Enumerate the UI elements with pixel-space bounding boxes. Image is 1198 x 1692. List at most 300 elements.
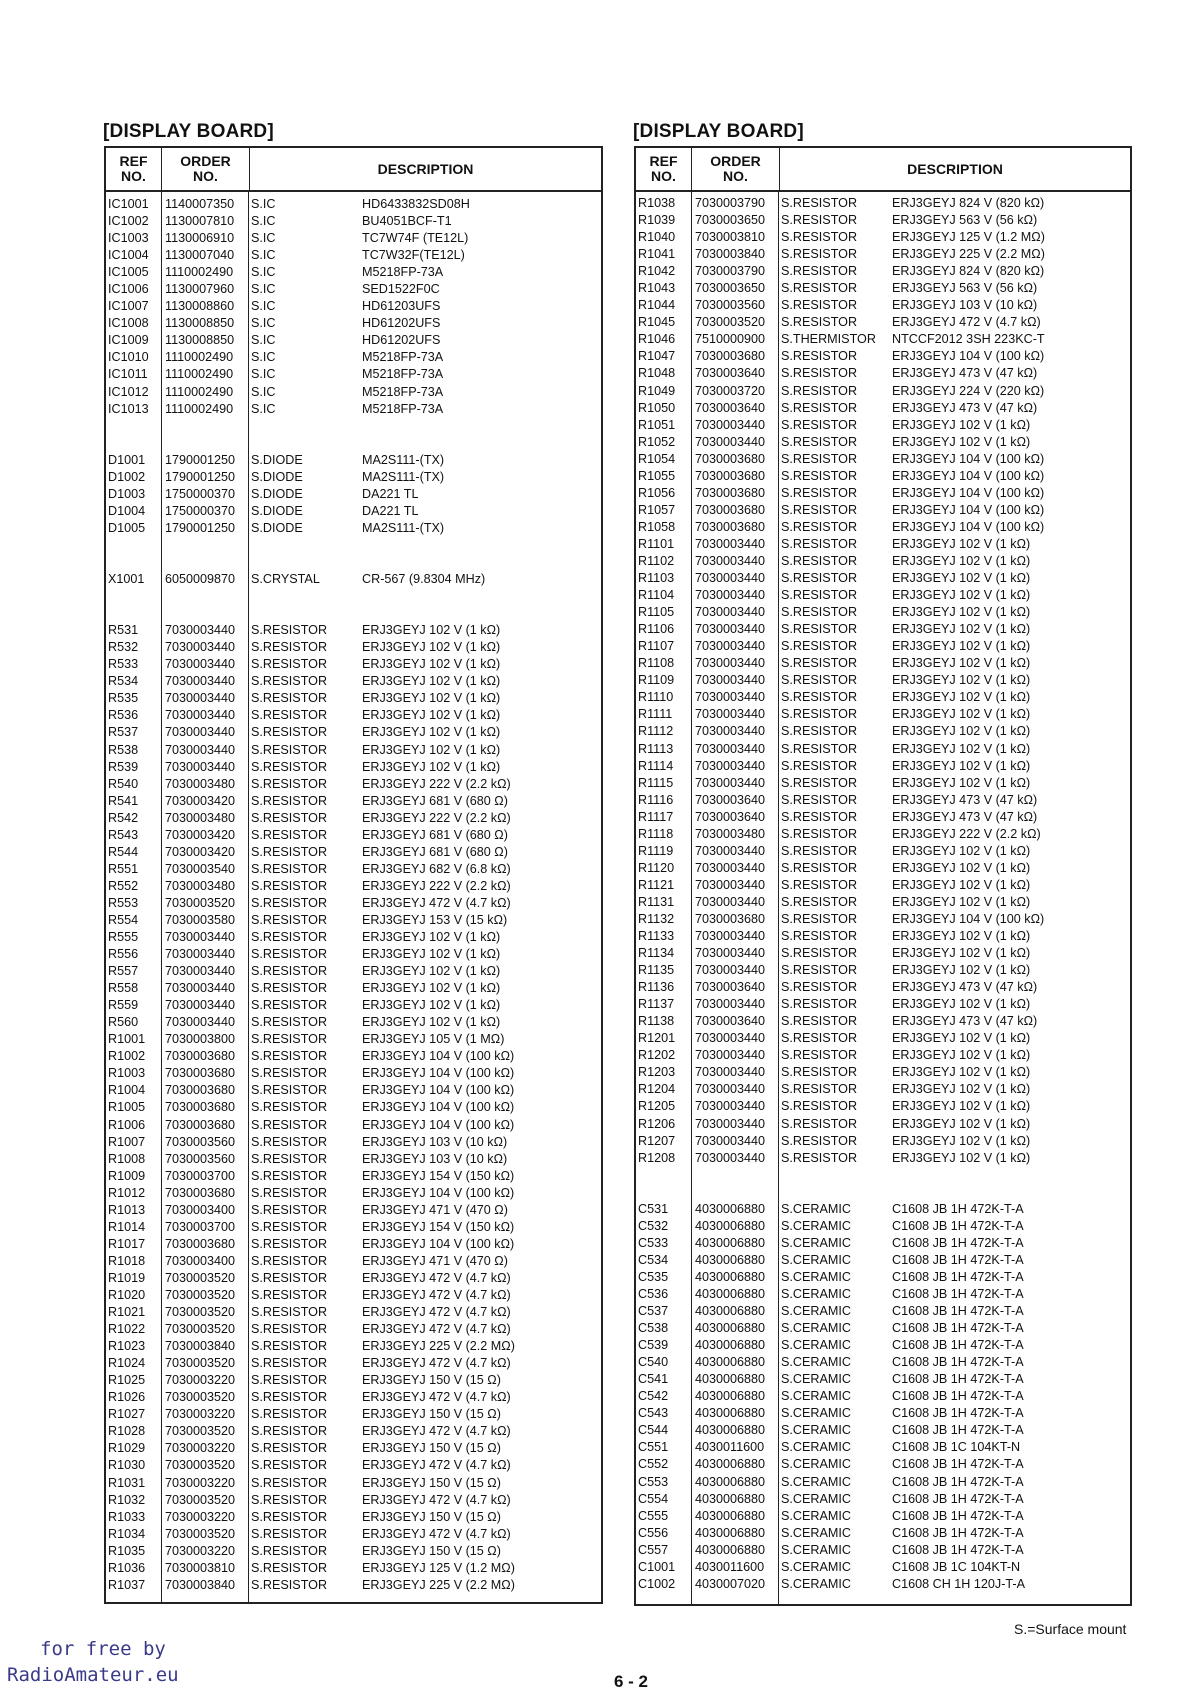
order-no-cell: 4030006880: [695, 1321, 766, 1336]
order-no-cell: 7030003440: [695, 605, 766, 620]
description-cell: ERJ3GEYJ 472 V (4.7 kΩ): [362, 1270, 511, 1285]
order-no-cell: 7030003440: [695, 775, 766, 790]
order-no-cell: 7030003480: [165, 878, 236, 893]
part-type-cell: S.RESISTOR: [251, 1373, 328, 1388]
table-row: [636, 672, 1130, 689]
description-cell: ERJ3GEYJ 102 V (1 kΩ): [892, 946, 1031, 961]
description-cell: MA2S111-(TX): [362, 469, 445, 484]
ref-no-cell: IC1001: [108, 197, 149, 211]
description-cell: M5218FP-73A: [362, 401, 444, 416]
ref-no-cell: R1052: [638, 434, 676, 449]
table-row: [106, 1440, 601, 1457]
ref-no-cell: R1022: [108, 1322, 146, 1337]
order-no-cell: 4030006880: [695, 1338, 766, 1353]
table-row: [636, 1013, 1130, 1030]
ref-no-cell: C1002: [638, 1576, 676, 1591]
description-cell: ERJ3GEYJ 104 V (100 kΩ): [892, 468, 1045, 483]
description-cell: ERJ3GEYJ 102 V (1 kΩ): [892, 1150, 1031, 1165]
ref-no-cell: C552: [638, 1457, 669, 1472]
table-row: [106, 742, 601, 759]
table-row: [106, 844, 601, 861]
order-no-cell: 7030003680: [165, 1100, 236, 1115]
table-row: [636, 212, 1130, 229]
part-type-cell: S.RESISTOR: [251, 912, 328, 927]
ref-no-cell: R1208: [638, 1150, 676, 1165]
order-no-cell: 7030003790: [695, 264, 766, 279]
part-type-cell: S.RESISTOR: [251, 708, 328, 723]
order-no-cell: 7030003440: [165, 674, 236, 689]
part-type-cell: S.RESISTOR: [781, 673, 858, 688]
part-type-cell: S.RESISTOR: [251, 861, 328, 876]
part-type-cell: S.RESISTOR: [781, 1133, 858, 1148]
description-cell: ERJ3GEYJ 472 V (4.7 kΩ): [362, 1526, 511, 1541]
order-no-cell: 7030003680: [695, 911, 766, 926]
ref-no-cell: R553: [108, 895, 139, 910]
ref-no-cell: C551: [638, 1440, 669, 1455]
table-row: [106, 1270, 601, 1287]
order-no-cell: 7030003440: [165, 1015, 236, 1030]
ref-no-cell: R539: [108, 759, 139, 774]
part-type-cell: S.RESISTOR: [251, 1049, 328, 1064]
ref-no-cell: IC1007: [108, 299, 149, 314]
header-description: DESCRIPTION: [779, 148, 1130, 190]
left-board-title: [DISPLAY BOARD]: [103, 121, 274, 142]
order-no-cell: 7030003440: [165, 981, 236, 996]
order-no-cell: 7030003440: [695, 877, 766, 892]
order-no-cell: 4030006880: [695, 1542, 766, 1557]
part-type-cell: S.IC: [251, 231, 276, 246]
description-cell: ERJ3GEYJ 102 V (1 kΩ): [362, 930, 501, 945]
table-row: [106, 247, 601, 264]
description-cell: ERJ3GEYJ 150 V (15 Ω): [362, 1475, 501, 1490]
order-no-cell: 4030006880: [695, 1389, 766, 1404]
description-cell: ERJ3GEYJ 102 V (1 kΩ): [362, 691, 501, 706]
description-cell: HD61202UFS: [362, 316, 441, 331]
order-no-cell: 7030003680: [695, 451, 766, 466]
part-type-cell: S.RESISTOR: [781, 502, 858, 517]
description-cell: ERJ3GEYJ 102 V (1 kΩ): [362, 981, 501, 996]
description-cell: C1608 JB 1C 104KT-N: [892, 1440, 1021, 1455]
table-row: [106, 1475, 601, 1492]
table-row: [636, 638, 1130, 655]
table-row: [106, 759, 601, 776]
description-cell: ERJ3GEYJ 102 V (1 kΩ): [892, 536, 1031, 551]
ref-no-cell: R1202: [638, 1048, 676, 1063]
table-row: [636, 1184, 1130, 1201]
order-no-cell: 7030003440: [165, 708, 236, 723]
part-type-cell: S.RESISTOR: [781, 519, 858, 534]
ref-no-cell: [106, 605, 161, 622]
table-row: [106, 1423, 601, 1440]
description-cell: ERJ3GEYJ 102 V (1 kΩ): [892, 571, 1031, 586]
ref-no-cell: [106, 537, 161, 554]
order-no-cell: 4030006880: [695, 1252, 766, 1267]
order-no-cell: 4030006880: [695, 1525, 766, 1540]
order-no-cell: 7030003800: [165, 1032, 236, 1047]
table-row: [106, 264, 601, 281]
part-type-cell: S.RESISTOR: [781, 1065, 858, 1080]
table-row: [106, 1117, 601, 1134]
description-cell: ERJ3GEYJ 102 V (1 kΩ): [892, 843, 1031, 858]
order-no-cell: 7030003700: [165, 1219, 236, 1234]
description-cell: ERJ3GEYJ 682 V (6.8 kΩ): [362, 861, 511, 876]
description-cell: ERJ3GEYJ 102 V (1 kΩ): [892, 894, 1031, 909]
ref-no-cell: D1003: [108, 486, 146, 501]
table-row: [106, 1134, 601, 1151]
order-no-cell: 7030003440: [165, 657, 236, 672]
part-type-cell: S.RESISTOR: [781, 980, 858, 995]
header-ref-no: REF NO.: [119, 153, 148, 184]
description-cell: SED1522F0C: [362, 282, 440, 297]
description-cell: ERJ3GEYJ 102 V (1 kΩ): [892, 434, 1031, 449]
part-type-cell: S.RESISTOR: [781, 690, 858, 705]
part-type-cell: S.CERAMIC: [781, 1525, 851, 1540]
part-type-cell: S.RESISTOR: [781, 315, 858, 330]
part-type-cell: S.RESISTOR: [781, 1031, 858, 1046]
order-no-cell: 7030003440: [165, 640, 236, 655]
table-row: [106, 1321, 601, 1338]
ref-no-cell: R1056: [638, 485, 676, 500]
ref-no-cell: R1111: [638, 707, 673, 722]
order-no-cell: 7030003640: [695, 980, 766, 995]
part-type-cell: S.IC: [251, 248, 276, 263]
ref-no-cell: D1002: [108, 469, 146, 484]
table-row: [636, 400, 1130, 417]
ref-no-cell: R1131: [638, 894, 675, 909]
table-row: [106, 571, 601, 588]
table-row: [106, 1151, 601, 1168]
part-type-cell: S.RESISTOR: [251, 1253, 328, 1268]
description-cell: ERJ3GEYJ 472 V (4.7 kΩ): [892, 315, 1041, 330]
part-type-cell: S.RESISTOR: [781, 468, 858, 483]
table-row: [106, 281, 601, 298]
right-parts-panel: [634, 120, 1132, 1606]
part-type-cell: S.CERAMIC: [781, 1218, 851, 1233]
ref-no-cell: R537: [108, 725, 139, 740]
order-no-cell: 1130007810: [165, 214, 235, 229]
description-cell: ERJ3GEYJ 471 V (470 Ω): [362, 1202, 508, 1217]
description-cell: ERJ3GEYJ 102 V (1 kΩ): [362, 657, 501, 672]
table-row: [636, 1098, 1130, 1115]
part-type-cell: S.CERAMIC: [781, 1269, 851, 1284]
order-no-cell: 7030003440: [695, 1116, 766, 1131]
order-no-cell: 7030003440: [165, 691, 236, 706]
ref-no-cell: R1201: [638, 1031, 676, 1046]
ref-no-cell: R1205: [638, 1099, 676, 1114]
table-row: [636, 1542, 1130, 1559]
ref-no-cell: R1119: [638, 843, 674, 858]
order-no-cell: [161, 435, 248, 452]
order-no-cell: 1130008860: [165, 299, 235, 314]
ref-no-cell: C556: [638, 1525, 669, 1540]
description-cell: C1608 JB 1H 472K-T-A: [892, 1525, 1024, 1540]
table-row: [636, 297, 1130, 314]
table-row: [636, 314, 1130, 331]
ref-no-cell: R556: [108, 947, 139, 962]
part-type-cell: S.RESISTOR: [251, 1151, 328, 1166]
description-cell: ERJ3GEYJ 473 V (47 kΩ): [892, 1014, 1038, 1029]
table-row: [106, 1304, 601, 1321]
part-type-cell: [248, 605, 362, 622]
ref-no-cell: R1044: [638, 298, 676, 313]
ref-no-cell: R1019: [108, 1270, 146, 1285]
order-no-cell: 1790001250: [165, 520, 236, 535]
part-type-cell: S.RESISTOR: [781, 860, 858, 875]
part-type-cell: S.CERAMIC: [781, 1235, 851, 1250]
ref-no-cell: C542: [638, 1389, 669, 1404]
table-row: [636, 1047, 1130, 1064]
order-no-cell: [161, 605, 248, 622]
description-cell: ERJ3GEYJ 102 V (1 kΩ): [892, 724, 1031, 739]
part-type-cell: S.RESISTOR: [781, 894, 858, 909]
order-no-cell: 4030006880: [695, 1406, 766, 1421]
description-cell: ERJ3GEYJ 225 V (2.2 MΩ): [362, 1577, 515, 1592]
description-cell: ERJ3GEYJ 154 V (150 kΩ): [362, 1168, 515, 1183]
part-type-cell: S.RESISTOR: [781, 843, 858, 858]
ref-no-cell: R1032: [108, 1492, 146, 1507]
ref-no-cell: C531: [638, 1201, 669, 1216]
ref-no-cell: R1057: [638, 502, 676, 517]
description-cell: MA2S111-(TX): [362, 520, 445, 535]
ref-no-cell: C536: [638, 1287, 669, 1301]
part-type-cell: S.CERAMIC: [781, 1287, 851, 1301]
table-row: [636, 706, 1130, 723]
table-row: [636, 723, 1130, 740]
table-row: [106, 1014, 601, 1031]
table-row: [636, 775, 1130, 792]
table-row: [636, 1371, 1130, 1388]
part-type-cell: S.RESISTOR: [251, 759, 328, 774]
part-type-cell: S.RESISTOR: [781, 758, 858, 773]
order-no-cell: 7030003440: [695, 946, 766, 961]
order-no-cell: 7030003650: [695, 213, 766, 228]
part-type-cell: S.RESISTOR: [251, 1424, 328, 1439]
part-type-cell: S.CERAMIC: [781, 1389, 851, 1404]
description-cell: C1608 JB 1H 472K-T-A: [892, 1218, 1024, 1233]
order-no-cell: 4030006880: [695, 1201, 766, 1216]
description-cell: C1608 JB 1H 472K-T-A: [892, 1457, 1024, 1472]
ref-no-cell: R1012: [108, 1185, 146, 1200]
table-row: [106, 1526, 601, 1543]
description-cell: ERJ3GEYJ 153 V (15 kΩ): [362, 912, 508, 927]
table-row: [636, 843, 1130, 860]
table-row: [106, 895, 601, 912]
order-no-cell: 7030003480: [695, 826, 766, 841]
part-type-cell: S.RESISTOR: [781, 792, 858, 807]
ref-no-cell: R1027: [108, 1407, 146, 1422]
left-table-body: [106, 192, 601, 1602]
part-type-cell: S.DIODE: [251, 503, 303, 518]
header-order-no: ORDER NO.: [691, 148, 779, 190]
description-cell: TC7W74F (TE12L): [362, 231, 469, 246]
part-type-cell: S.RESISTOR: [251, 623, 328, 638]
description-cell: ERJ3GEYJ 102 V (1 kΩ): [362, 759, 501, 774]
part-type-cell: S.RESISTOR: [251, 1492, 328, 1507]
ref-no-cell: R1112: [638, 724, 674, 739]
description-cell: C1608 JB 1H 472K-T-A: [892, 1389, 1024, 1404]
description-cell: ERJ3GEYJ 824 V (820 kΩ): [892, 264, 1045, 279]
table-row: [106, 1048, 601, 1065]
ref-no-cell: IC1012: [108, 384, 149, 399]
order-no-cell: 7030003220: [165, 1509, 236, 1524]
table-row: [106, 946, 601, 963]
order-no-cell: 7030003680: [695, 468, 766, 483]
order-no-cell: 7030003440: [695, 656, 766, 671]
order-no-cell: 7030003440: [695, 1099, 766, 1114]
ref-no-cell: C554: [638, 1491, 669, 1506]
description-cell: ERJ3GEYJ 102 V (1 kΩ): [892, 707, 1031, 722]
description-cell: ERJ3GEYJ 563 V (56 kΩ): [892, 281, 1038, 296]
description-cell: C1608 JB 1H 472K-T-A: [892, 1321, 1024, 1336]
part-type-cell: S.RESISTOR: [251, 640, 328, 655]
part-type-cell: [248, 588, 362, 605]
part-type-cell: S.RESISTOR: [781, 724, 858, 739]
order-no-cell: 7030003220: [165, 1475, 236, 1490]
description-cell: ERJ3GEYJ 472 V (4.7 kΩ): [362, 1390, 511, 1405]
part-type-cell: S.RESISTOR: [781, 639, 858, 654]
order-no-cell: 7030003440: [695, 639, 766, 654]
part-type-cell: S.CERAMIC: [781, 1406, 851, 1421]
order-no-cell: 1130007040: [165, 248, 235, 263]
order-no-cell: 6050009870: [165, 572, 236, 587]
description-cell: ERJ3GEYJ 102 V (1 kΩ): [362, 708, 501, 723]
order-no-cell: 7030003440: [165, 998, 236, 1013]
order-no-cell: 7030003640: [695, 400, 766, 415]
table-row: [106, 810, 601, 827]
table-row: [636, 263, 1130, 280]
table-row: [106, 793, 601, 810]
part-type-cell: S.IC: [251, 350, 276, 365]
table-row: [106, 878, 601, 895]
part-type-cell: S.THERMISTOR: [781, 332, 876, 347]
table-row: [636, 1303, 1130, 1320]
part-type-cell: S.RESISTOR: [781, 877, 858, 892]
ref-no-cell: R554: [108, 912, 139, 927]
table-row: [636, 1030, 1130, 1047]
ref-no-cell: R536: [108, 708, 139, 723]
part-type-cell: S.RESISTOR: [781, 997, 858, 1012]
description-cell: ERJ3GEYJ 225 V (2.2 MΩ): [892, 247, 1045, 262]
part-type-cell: S.RESISTOR: [781, 349, 858, 364]
part-type-cell: S.RESISTOR: [251, 1083, 328, 1098]
table-row: [636, 1525, 1130, 1542]
part-type-cell: S.RESISTOR: [251, 1288, 328, 1302]
part-type-cell: S.RESISTOR: [251, 964, 328, 979]
ref-no-cell: R1009: [108, 1168, 146, 1183]
part-type-cell: S.RESISTOR: [781, 298, 858, 313]
table-row: [636, 1320, 1130, 1337]
part-type-cell: S.CERAMIC: [781, 1355, 851, 1370]
table-row: [106, 1543, 601, 1560]
order-no-cell: 7030003400: [165, 1253, 236, 1268]
order-no-cell: [691, 1184, 778, 1201]
part-type-cell: S.RESISTOR: [781, 264, 858, 279]
description-cell: C1608 JB 1H 472K-T-A: [892, 1542, 1024, 1557]
order-no-cell: 7030003440: [695, 741, 766, 756]
description-cell: ERJ3GEYJ 681 V (680 Ω): [362, 827, 508, 842]
order-no-cell: 1130006910: [165, 231, 235, 246]
table-row: [636, 945, 1130, 962]
ref-no-cell: R1021: [108, 1305, 146, 1320]
ref-no-cell: IC1008: [108, 316, 149, 331]
order-no-cell: 7030003440: [165, 742, 236, 757]
description-cell: ERJ3GEYJ 102 V (1 kΩ): [892, 1099, 1031, 1114]
description-cell: ERJ3GEYJ 102 V (1 kΩ): [362, 947, 501, 962]
order-no-cell: 1110002490: [165, 401, 234, 416]
ref-no-cell: R560: [108, 1015, 139, 1030]
part-type-cell: S.IC: [251, 316, 276, 331]
table-row: [636, 621, 1130, 638]
ref-no-cell: R535: [108, 691, 139, 706]
ref-no-cell: R1014: [108, 1219, 146, 1234]
order-no-cell: 7030003440: [695, 997, 766, 1012]
order-no-cell: 7030003220: [165, 1441, 236, 1456]
part-type-cell: S.RESISTOR: [781, 826, 858, 841]
order-no-cell: 1750000370: [165, 486, 236, 501]
table-row: [636, 1456, 1130, 1473]
ref-no-cell: R1005: [108, 1100, 146, 1115]
table-row: [636, 911, 1130, 928]
table-row: [636, 792, 1130, 809]
table-row: [106, 486, 601, 503]
description-cell: ERJ3GEYJ 102 V (1 kΩ): [892, 690, 1031, 705]
order-no-cell: 7030003440: [695, 588, 766, 603]
part-type-cell: S.IC: [251, 367, 276, 382]
part-type-cell: S.CERAMIC: [781, 1372, 851, 1387]
description-cell: C1608 JB 1H 472K-T-A: [892, 1252, 1024, 1267]
left-table-header: [106, 148, 601, 192]
part-type-cell: S.RESISTOR: [251, 1543, 328, 1558]
description-cell: C1608 JB 1H 472K-T-A: [892, 1269, 1024, 1284]
ref-no-cell: R1204: [638, 1082, 676, 1097]
ref-no-cell: R1207: [638, 1133, 676, 1148]
description-cell: ERJ3GEYJ 102 V (1 kΩ): [362, 725, 501, 740]
part-type-cell: S.IC: [251, 384, 276, 399]
order-no-cell: 1790001250: [165, 469, 236, 484]
order-no-cell: 7030003640: [695, 792, 766, 807]
ref-no-cell: C544: [638, 1423, 669, 1438]
description-cell: ERJ3GEYJ 125 V (1.2 MΩ): [892, 230, 1045, 245]
table-row: [636, 570, 1130, 587]
description-cell: ERJ3GEYJ 222 V (2.2 kΩ): [362, 878, 511, 893]
ref-no-cell: R533: [108, 657, 139, 672]
table-row: [636, 587, 1130, 604]
ref-no-cell: R1008: [108, 1151, 146, 1166]
order-no-cell: 4030006880: [695, 1474, 766, 1489]
description-cell: ERJ3GEYJ 102 V (1 kΩ): [892, 656, 1031, 671]
order-no-cell: 7030003440: [695, 1150, 766, 1165]
table-row: [106, 401, 601, 418]
order-no-cell: 7030003440: [165, 759, 236, 774]
ref-no-cell: IC1005: [108, 265, 149, 280]
part-type-cell: S.CRYSTAL: [251, 572, 320, 587]
order-no-cell: 7030003560: [695, 298, 766, 313]
ref-no-cell: R1114: [638, 758, 674, 773]
part-type-cell: S.RESISTOR: [251, 1509, 328, 1524]
description-cell: ERJ3GEYJ 473 V (47 kΩ): [892, 980, 1038, 995]
order-no-cell: 7030003440: [695, 860, 766, 875]
ref-no-cell: R1007: [108, 1134, 146, 1149]
part-type-cell: S.CERAMIC: [781, 1542, 851, 1557]
order-no-cell: 7030003420: [165, 793, 236, 808]
right-table-header: [636, 148, 1130, 192]
ref-no-cell: R1006: [108, 1117, 146, 1132]
ref-no-cell: R1138: [638, 1014, 675, 1029]
table-row: [106, 503, 601, 520]
part-type-cell: S.RESISTOR: [781, 366, 858, 381]
description-cell: ERJ3GEYJ 102 V (1 kΩ): [892, 997, 1031, 1012]
part-type-cell: S.RESISTOR: [251, 1441, 328, 1456]
